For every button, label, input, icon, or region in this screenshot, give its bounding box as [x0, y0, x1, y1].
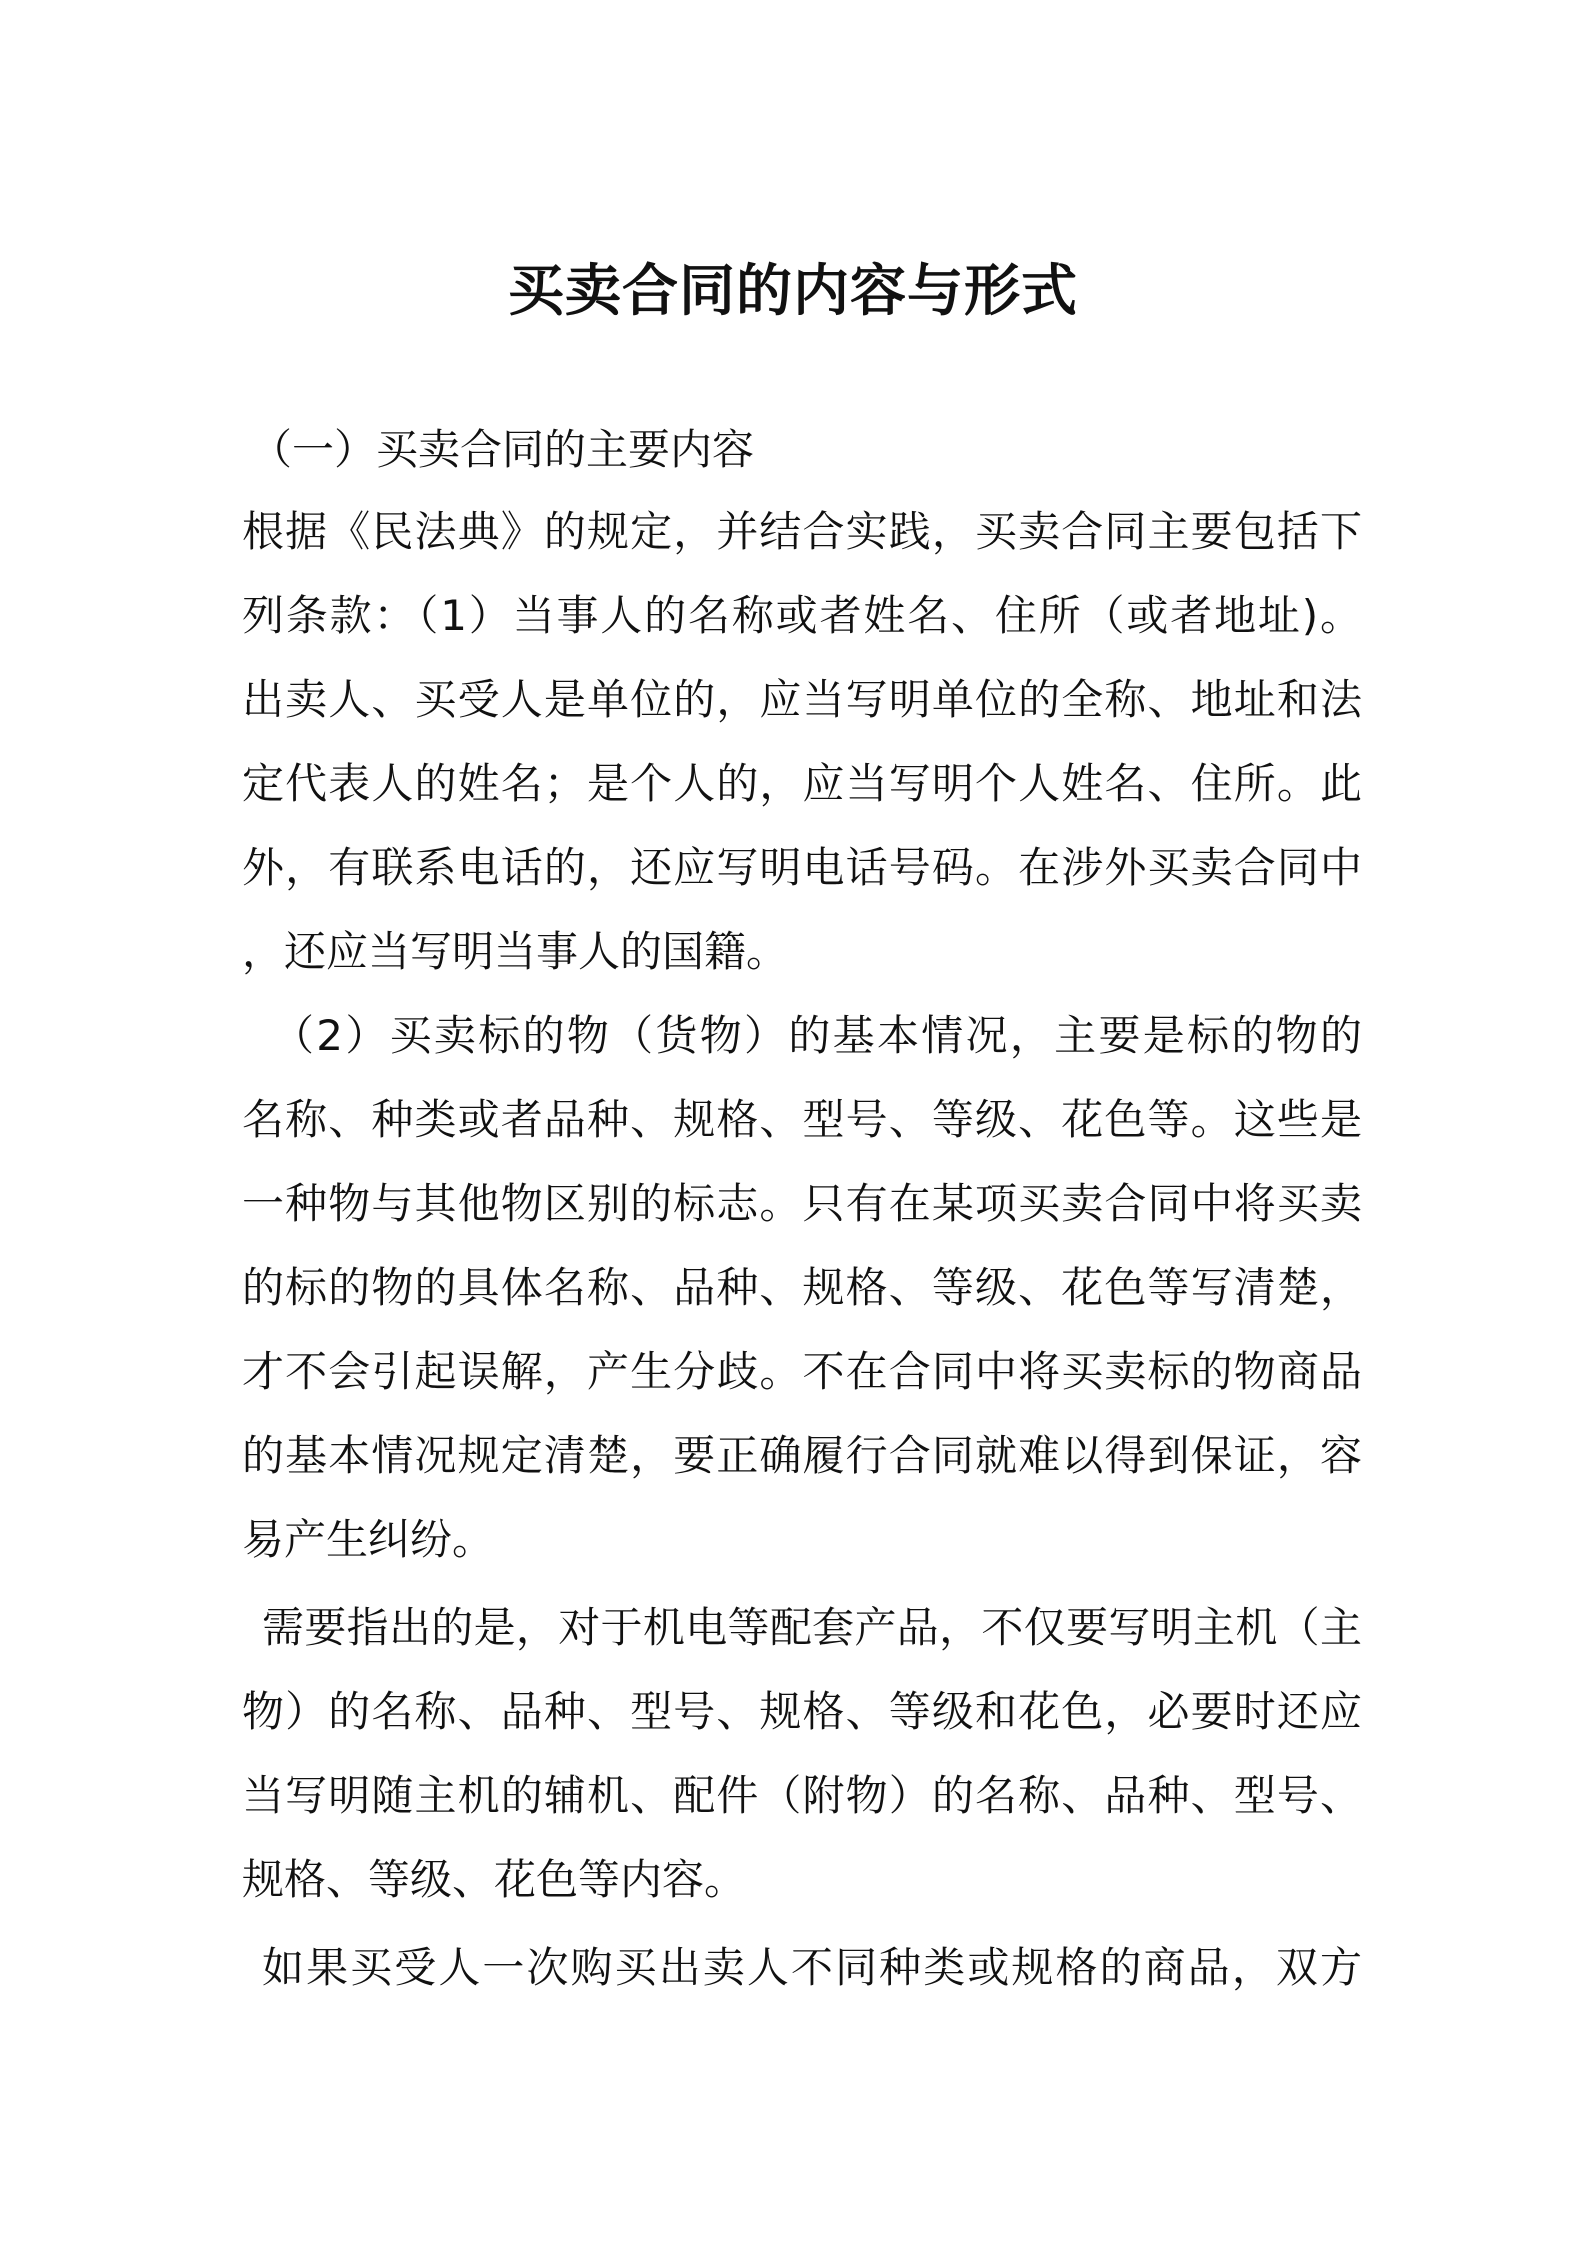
body-line: 一种物与其他物区别的标志。只有在某项买卖合同中将买卖 — [242, 1179, 1362, 1228]
body-line: 名称、种类或者品种、规格、型号、等级、花色等。这些是 — [242, 1095, 1362, 1144]
body-line: 物）的名称、品种、型号、规格、等级和花色，必要时还应 — [242, 1687, 1362, 1736]
body-line: 需要指出的是，对于机电等配套产品，不仅要写明主机（主 — [262, 1603, 1362, 1652]
body-line: 如果买受人一次购买出卖人不同种类或规格的商品，双方 — [262, 1943, 1362, 1992]
body-line: 易产生纠纷。 — [242, 1515, 495, 1564]
body-line: 出卖人、买受人是单位的，应当写明单位的全称、地址和法 — [242, 675, 1362, 724]
body-line: 的基本情况规定清楚，要正确履行合同就难以得到保证，容 — [242, 1431, 1362, 1480]
body-line: 的标的物的具体名称、品种、规格、等级、花色等写清楚， — [242, 1263, 1362, 1312]
body-line: （2）买卖标的物（货物）的基本情况，主要是标的物的 — [272, 1011, 1362, 1060]
document-title: 买卖合同的内容与形式 — [508, 259, 1078, 324]
body-line: 当写明随主机的辅机、配件（附物）的名称、品种、型号、 — [242, 1771, 1362, 1820]
body-line: 根据《民法典》的规定，并结合实践，买卖合同主要包括下 — [242, 507, 1362, 556]
body-line: 规格、等级、花色等内容。 — [242, 1855, 747, 1904]
body-line: ，还应当写明当事人的国籍。 — [242, 927, 789, 976]
section-heading: （一）买卖合同的主要内容 — [250, 425, 755, 474]
body-line: 外，有联系电话的，还应写明电话号码。在涉外买卖合同中 — [242, 843, 1362, 892]
body-line: 列条款：（1）当事人的名称或者姓名、住所（或者地址)。 — [242, 591, 1362, 640]
body-line: 定代表人的姓名；是个人的，应当写明个人姓名、住所。此 — [242, 759, 1362, 808]
body-line: 才不会引起误解，产生分歧。不在合同中将买卖标的物商品 — [242, 1347, 1362, 1396]
